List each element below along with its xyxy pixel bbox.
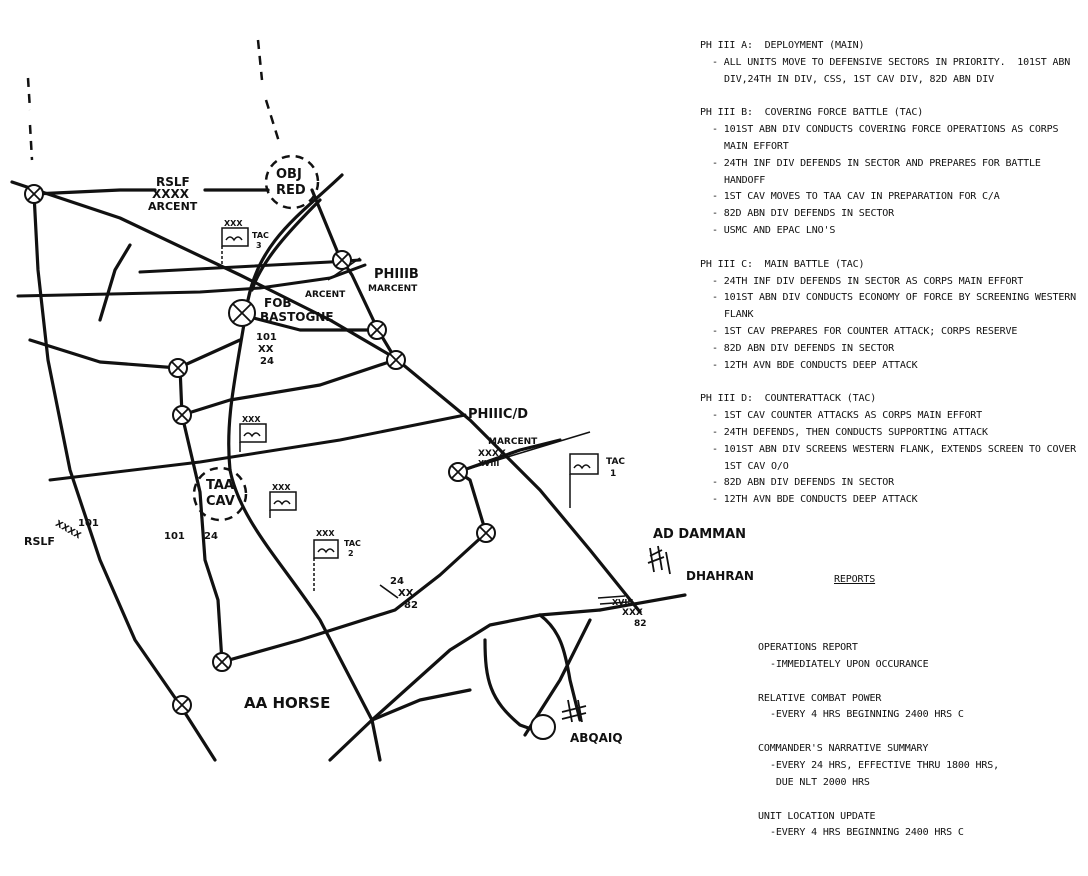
phase-item: - 82D ABN DIV DEFENDS IN SECTOR [700,475,1080,492]
label-marcent-mid: MARCENT [368,284,418,294]
label-xxx-b: XXX [272,483,291,492]
label-div101: 101 [256,332,277,343]
label-xxx-tac3: XXX [224,219,243,228]
report-block [758,741,1088,791]
road-phase-top-diag [12,182,640,612]
label-rslf-top: RSLF [156,175,190,189]
label-xx-c: XX [398,588,414,599]
phase-block [700,105,1080,239]
label-tac1-num: 1 [610,469,617,479]
road-south-b [330,690,470,760]
report-detail: -IMMEDIATELY UPON OCCURANCE [770,658,929,670]
phase-item: - 101ST ABN DIV SCREENS WESTERN FLANK, EXTENDS SCREEN TO COVER [700,442,1080,459]
report-name: RELATIVE COMBAT POWER [758,692,882,704]
label-div82-r: 82 [634,619,647,629]
road-link-3 [222,472,486,662]
label-tac1: TAC [606,457,626,467]
phase-item: - 24TH INF DIV DEFENDS IN SECTOR AS CORPS MAIN EFFORT [700,274,1080,291]
phase-item: - 82D ABN DIV DEFENDS IN SECTOR [700,206,1080,223]
road-west [34,194,215,760]
label-marcent-low: MARCENT [488,437,538,447]
phase-item-continuation: 1ST CAV O/O [724,460,789,472]
phase-title: PH III B: COVERING FORCE BATTLE (TAC) [700,107,924,119]
phase-title: PH III D: COUNTERATTACK (TAC) [700,393,877,405]
road-center-upper [252,200,320,290]
label-fob: FOB [264,296,292,310]
report-block [758,809,1088,843]
label-dhahran: DHAHRAN [686,569,754,583]
label-bastogne: BASTOGNE [260,310,334,324]
label-rslf-left: RSLF [24,535,55,548]
phase-line-iiib-upper [140,260,360,272]
report-detail: DUE NLT 2000 HRS [770,776,870,788]
report-detail: -EVERY 4 HRS BEGINNING 2400 HRS C [770,709,964,721]
label-xxxx-low: XXXX [478,449,506,459]
label-arcent-mid: ARCENT [305,290,346,300]
phase-block [700,257,1080,375]
label-ph3cd: PHIIIC/D [468,407,528,422]
reports-panel [758,538,1088,876]
road-spur-left [100,245,130,320]
road-link-6 [30,340,240,368]
phase-item: - 1ST CAV PREPARES FOR COUNTER ATTACK; CORPS RESERVE [700,324,1080,341]
report-detail: -EVERY 24 HRS, EFFECTIVE THRU 1800 HRS, [770,759,999,771]
tac1-flag-icon [570,454,598,508]
phase-item: - ALL UNITS MOVE TO DEFENSIVE SECTORS IN PRIORITY. 101ST ABN [700,55,1080,72]
label-abqaiq: ABQAIQ [570,731,623,745]
phase-item: - 1ST CAV COUNTER ATTACKS AS CORPS MAIN EFFORT [700,408,1080,425]
phase-item: - 101ST ABN DIV CONDUCTS COVERING FORCE OPERATIONS AS CORPS [700,122,1080,139]
label-div24-b: 24 [204,531,218,542]
label-xxx-tac2: XXX [316,529,335,538]
label-red: RED [276,183,306,198]
phase-text-panel [700,38,1080,526]
label-tac2: TAC [344,539,361,548]
label-obj: OBJ [276,167,302,182]
report-name: OPERATIONS REPORT [758,641,858,653]
phase-item-continuation: HANDOFF [724,174,766,186]
reports-list [758,640,1088,842]
tac3-flag-icon [222,228,248,268]
label-arcent-top: ARCENT [148,200,198,213]
label-tac3: TAC [252,231,269,240]
phase-item: - 24TH INF DIV DEFENDS IN SECTOR AND PREPARES FOR BATTLE [700,156,1080,173]
abqaiq-circle [531,715,555,739]
phase-item-continuation: DIV,24TH IN DIV, CSS, 1ST CAV DIV, 82D ABN DIV [724,73,995,85]
objective-red-circle [266,156,318,208]
phase-item: - 12TH AVN BDE CONDUCTS DEEP ATTACK [700,492,1080,509]
road-link-5 [182,360,395,415]
label-xxxx-top: XXXX [152,187,190,201]
phase-item-continuation: MAIN EFFORT [724,140,789,152]
label-div82-c: 82 [404,600,418,611]
phase-item: - 101ST ABN DIV CONDUCTS ECONOMY OF FORCE BY SCREENING WESTERN [700,290,1080,307]
road-obj [312,190,340,258]
phase-item: - 12TH AVN BDE CONDUCTS DEEP ATTACK [700,358,1080,375]
unit-symbol-icon [240,424,296,518]
phase-title: PH III C: MAIN BATTLE (TAC) [700,258,865,270]
label-div101-b: 101 [164,531,185,542]
label-xviii-r: XVIII [612,598,634,607]
phase-block [700,38,1080,88]
report-name: UNIT LOCATION UPDATE [758,810,876,822]
label-div101-left: 101 [78,518,99,529]
label-tac2-num: 2 [348,549,354,558]
phase-item: - 82D ABN DIV DEFENDS IN SECTOR [700,341,1080,358]
label-ph3b: PHIIIB [374,267,419,282]
tac2-flag-icon [314,540,338,592]
report-block [758,691,1088,725]
report-name: COMMANDER'S NARRATIVE SUMMARY [758,743,929,755]
fob-bastogne-marker [229,300,255,326]
label-xx: XX [258,344,274,355]
city-symbol-icon [562,546,670,722]
road-rslf-obj [34,190,155,194]
phase-item: - 1ST CAV MOVES TO TAA CAV IN PREPARATION FOR C/A [700,189,1080,206]
reports-title: REPORTS [834,573,876,585]
phase-item: - USMC AND EPAC LNO'S [700,223,1080,240]
report-block [758,640,1088,674]
label-xxx-a: XXX [242,415,261,424]
report-detail: -EVERY 4 HRS BEGINNING 2400 HRS C [770,827,964,839]
dashed-boundary-left [28,78,32,160]
phase-block [700,391,1080,509]
label-taa: TAA [206,478,234,493]
label-aa-horse: AA HORSE [244,694,331,712]
label-div24: 24 [260,356,274,367]
label-xxx-r: XXX [622,608,643,618]
phase-item: - 24TH DEFENDS, THEN CONDUCTS SUPPORTING ATTACK [700,425,1080,442]
label-xxxx-left: XXXX [53,518,83,542]
label-tac3-num: 3 [256,241,262,250]
label-xviii-low: XVIII [478,459,500,468]
phase-title: PH III A: DEPLOYMENT (MAIN) [700,40,865,51]
label-cav: CAV [206,494,235,509]
phase-item-continuation: FLANK [724,309,754,321]
label-ad-damman: AD DAMMAN [653,527,747,542]
label-div24-c: 24 [390,576,404,587]
dashed-boundary-obj [258,40,280,145]
